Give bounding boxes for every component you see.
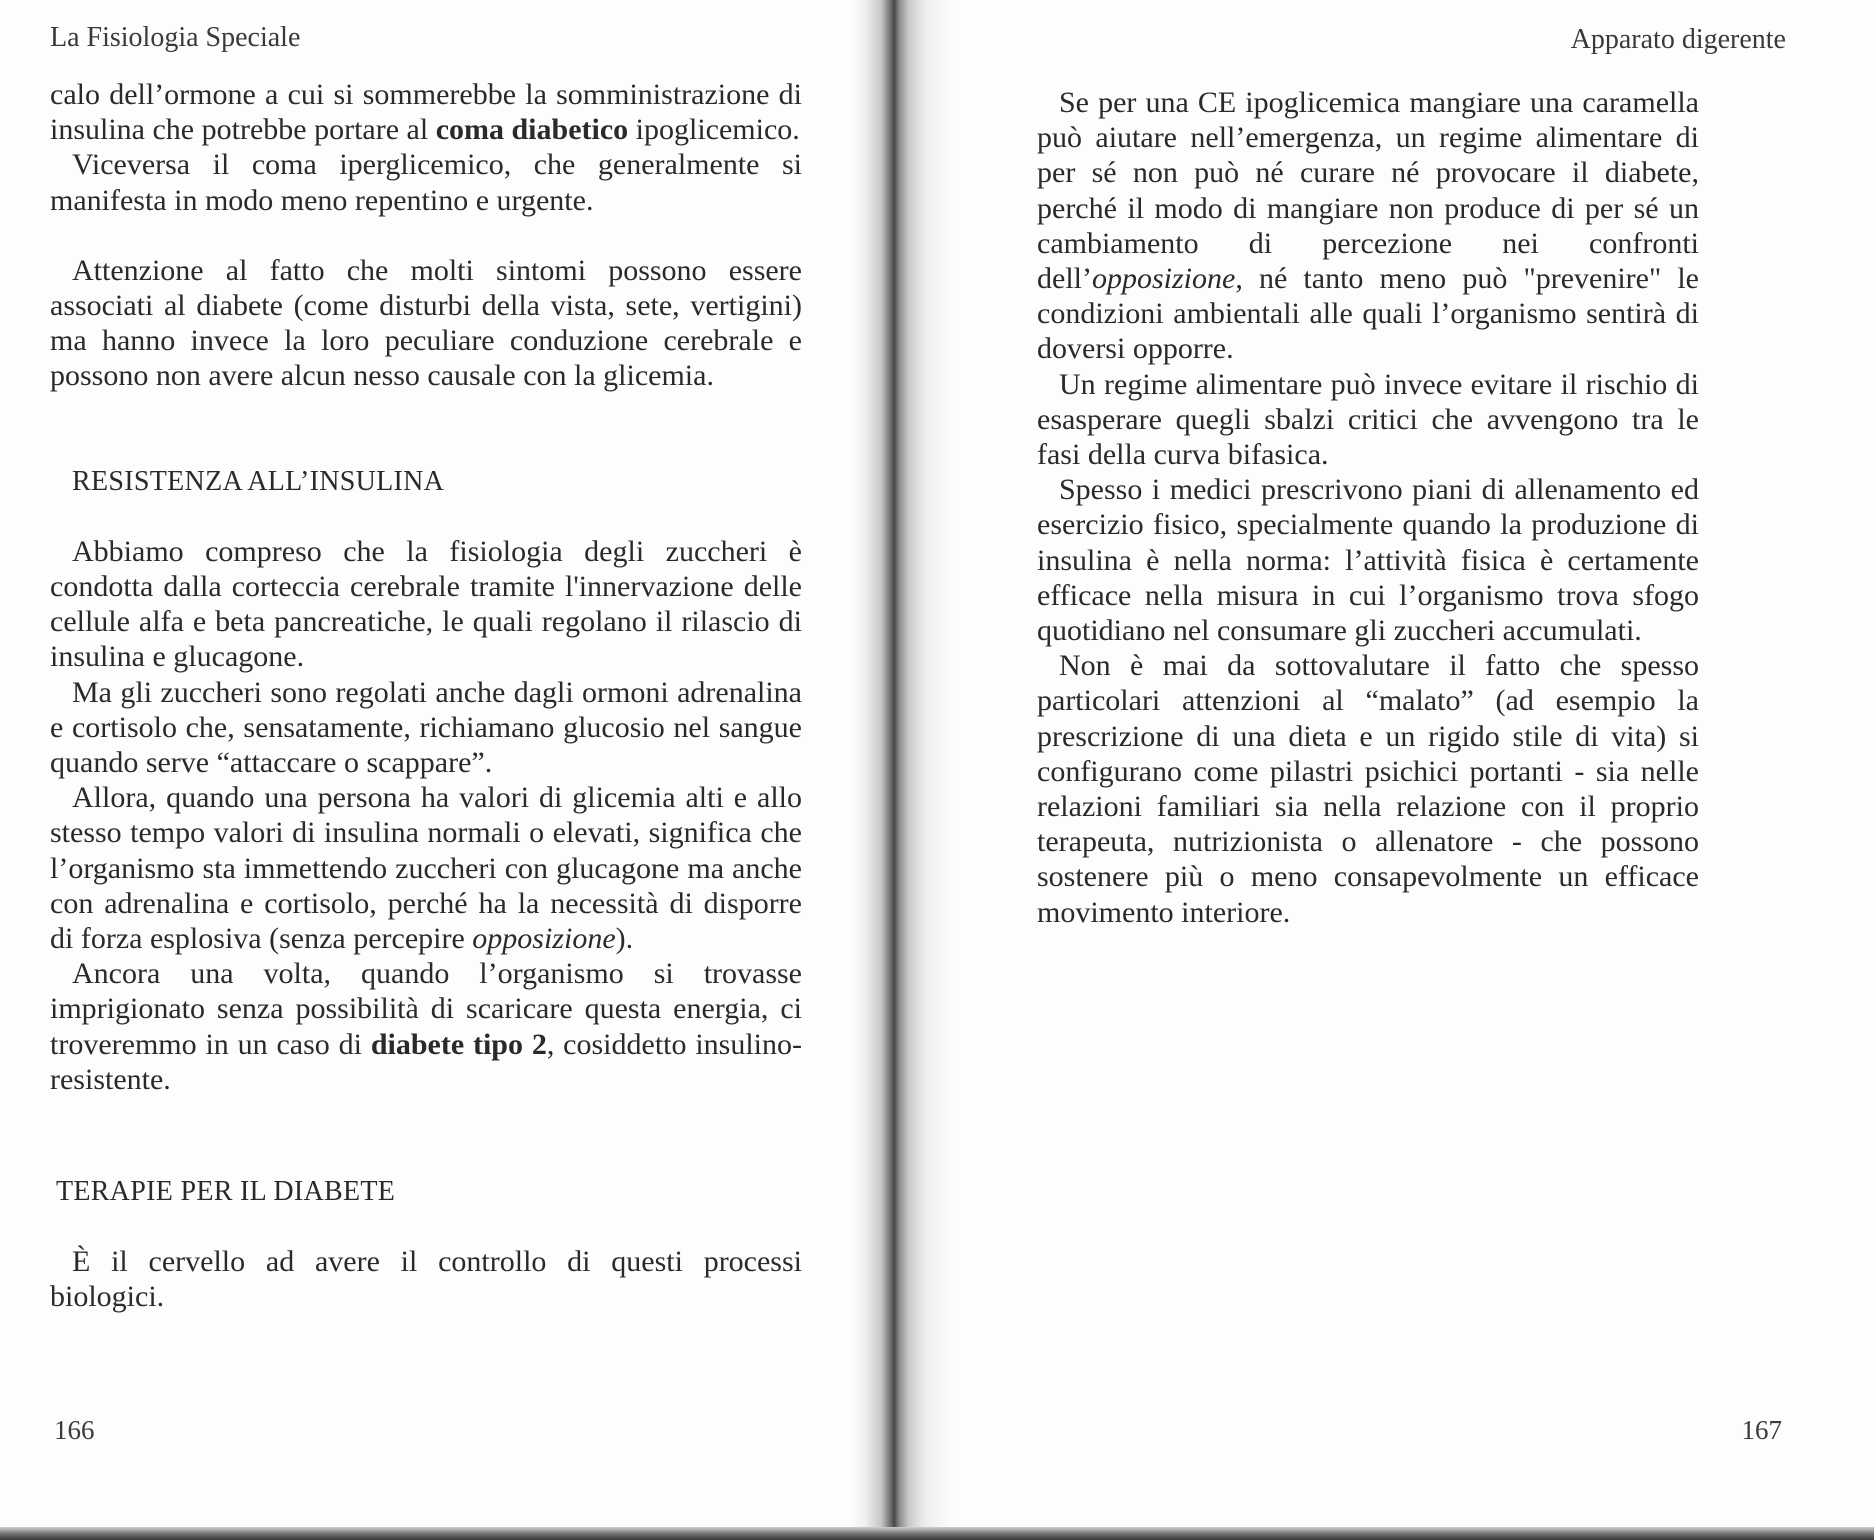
text-run: Ancora una volta, quando l’organismo si trovasse imprigionato senza possibilità di scaricare questa energia, ci troveremmo in un caso di [50,957,802,1061]
page-number-left: 166 [54,1415,95,1445]
running-head-right: Apparato digerente [1570,24,1786,55]
left-page [0,0,880,1540]
italic-term: opposizione [472,922,616,956]
paragraph: Un regime alimentare può invece evitare il rischio di esasperare quegli sbalzi critici che avvengono tra le fasi della curva bifasica. [1037,367,1699,472]
section-heading: RESISTENZA ALL’INSULINA [72,465,445,497]
italic-term: opposizione [1091,262,1236,296]
text-run: ). [615,922,634,956]
right-page-body [1037,85,1699,930]
right-page [915,0,1874,1540]
paragraph: Non è mai da sottovalutare il fatto che spesso particolari attenzioni al “malato” (ad esempio la prescrizione di una dieta e un rigido stile di vita) si configurano come pilastri psichici portanti - sia nelle relazioni familiari sia nella relazione con il proprio terapeuta, nutrizionista o allenatore - che possono sostenere più o meno consapevolmente un efficace movimento interiore. [1037,649,1699,929]
page-bottom-edge [0,1527,1874,1540]
paragraph [50,956,802,1097]
bold-term: diabete tipo 2 [370,1027,547,1061]
bold-term: coma diabetico [435,113,629,147]
paragraph: Viceversa il coma iperglicemico, che generalmente si manifesta in modo meno repentino e urgente. [50,148,802,217]
text-run: , cosiddetto insulino-resistente. [50,1027,803,1096]
text-run: Se per una CE ipoglicemica mangiare una caramella può aiutare nell’emergenza, un regime alimentare di per sé non può né curare né provocare il diabete, perché il modo di mangiare non produce di per sé un cambiamento di percezione nei confronti dell’ [1037,86,1699,296]
text-run: , né tanto meno può "prevenire" le condizioni ambientali alle quali l’organismo sentirà di doversi opporre. [1037,262,1699,366]
page-number-right: 167 [1741,1415,1782,1445]
paragraph [50,77,802,147]
text-run: calo dell’ormone a cui si sommerebbe la somministrazione di insulina che potrebbe portare al [50,78,802,147]
text-run: ipoglicemico. [628,113,800,147]
running-head-left: La Fisiologia Speciale [50,22,301,53]
paragraph: Attenzione al fatto che molti sintomi possono essere associati al diabete (come disturbi della vista, sete, vertigini) ma hanno invece la loro peculiare conduzione cerebrale e possono non avere alcun nesso causale con la glicemia. [50,253,802,393]
text-run: Allora, quando una persona ha valori di glicemia alti e allo stesso tempo valori di insulina normali o elevati, significa che l’organismo sta immettendo zuccheri con glucagone ma anche con adrenalina e cortisolo, perché ha la necessità di disporre di forza esplosiva (senza percepire [50,781,802,956]
section-heading: TERAPIE PER IL DIABETE [56,1176,396,1208]
paragraph: Ma gli zuccheri sono regolati anche dagli ormoni adrenalina e cortisolo che, sensatamente, richiamano glucosio nel sangue quando serve “attaccare o scappare”. [50,675,802,780]
paragraph [50,780,802,956]
paragraph: Spesso i medici prescrivono piani di allenamento ed esercizio fisico, specialmente quando la produzione di insulina è nella norma: l’attività fisica è certamente efficace nella misura in cui l’organismo trova sfogo quotidiano nel consumare gli zuccheri accumulati. [1037,473,1699,648]
paragraph [1037,85,1699,367]
binding-gutter [850,0,955,1540]
paragraph: È il cervello ad avere il controllo di questi processi biologici. [50,1245,802,1314]
left-page-body [50,77,802,1315]
paragraph: Abbiamo compreso che la fisiologia degli zuccheri è condotta dalla corteccia cerebrale tramite l'innervazione delle cellule alfa e beta pancreatiche, le quali regolano il rilascio di insulina e glucagone. [50,534,802,674]
